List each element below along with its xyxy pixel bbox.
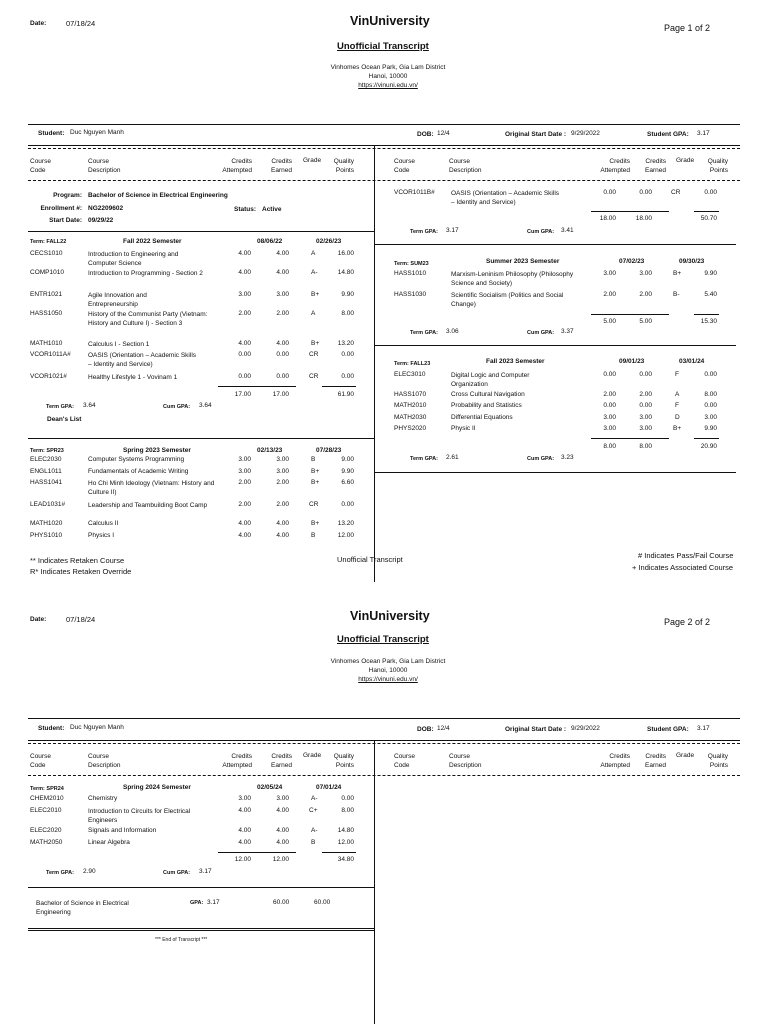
term-title: Spring 2024 Semester <box>123 784 191 791</box>
date-value: 07/18/24 <box>66 19 96 28</box>
original-start-value: 9/29/2022 <box>571 725 600 732</box>
summary-earned: 60.00 <box>314 899 331 906</box>
col-header-earned-right: Credits Earned <box>645 753 666 769</box>
date-label: Date: <box>30 20 47 27</box>
university-name: VinUniversity <box>350 14 430 28</box>
col-header-earned: Credits Earned <box>271 753 292 769</box>
term-end: 07/28/23 <box>316 447 342 454</box>
total-quality: 34.80 <box>337 856 354 863</box>
term-gpa-label: Term GPA: <box>410 229 438 235</box>
total-attempted: 18.00 <box>599 215 616 222</box>
student-gpa-value: 3.17 <box>697 130 710 137</box>
col-header-grade-right: Grade <box>676 752 695 759</box>
date-label: Date: <box>30 616 47 623</box>
col-header-attempted-right: Credits Attempted <box>600 158 630 174</box>
document-title: Unofficial Transcript <box>337 41 429 52</box>
total-quality: 15.30 <box>700 318 717 325</box>
col-header-quality-right: Quality Points <box>707 753 728 769</box>
cum-gpa-label: Cum GPA: <box>527 456 555 462</box>
col-header-earned-right: Credits Earned <box>645 158 666 174</box>
term-gpa-label: Term GPA: <box>410 330 438 336</box>
total-quality: 20.90 <box>700 443 717 450</box>
term-gpa-label: Term GPA: <box>46 404 74 410</box>
student-gpa-label: Student GPA: <box>647 726 689 733</box>
page-number: Page 2 of 2 <box>664 617 711 627</box>
total-earned: 5.00 <box>639 318 652 325</box>
term-code: Term: SPR24 <box>30 786 64 792</box>
cum-gpa-value: 3.64 <box>199 402 212 409</box>
col-header-attempted-right: Credits Attempted <box>600 753 630 769</box>
term-start: 02/13/23 <box>257 447 283 454</box>
total-earned: 12.00 <box>272 856 289 863</box>
term-gpa-value: 3.17 <box>446 227 459 234</box>
dob-value: 12/4 <box>437 725 450 732</box>
col-header-desc: Course Description <box>88 753 121 769</box>
term-code: Term: SUM23 <box>394 261 429 267</box>
total-quality: 61.90 <box>337 391 354 398</box>
col-header-earned: Credits Earned <box>271 158 292 174</box>
col-header-attempted: Credits Attempted <box>222 158 252 174</box>
col-header-code: Course Code <box>30 158 51 174</box>
term-gpa-label: Term GPA: <box>410 456 438 462</box>
cum-gpa-value: 3.41 <box>561 227 574 234</box>
enrollment-label: Enrollment #: <box>40 205 82 212</box>
col-header-grade: Grade <box>303 752 322 759</box>
total-attempted: 8.00 <box>603 443 616 450</box>
student-name: Duc Nguyen Manh <box>70 724 124 731</box>
cum-gpa-label: Cum GPA: <box>527 330 555 336</box>
footnote-associated: + Indicates Associated Course <box>632 563 734 572</box>
original-start-label: Original Start Date : <box>505 131 567 138</box>
cum-gpa-label: Cum GPA: <box>163 870 191 876</box>
term-start: 07/02/23 <box>619 258 645 265</box>
website-link[interactable]: https://vinuni.edu.vn/ <box>358 676 418 683</box>
term-start: 09/01/23 <box>619 358 645 365</box>
dob-label: DOB: <box>417 131 434 138</box>
col-header-grade-right: Grade <box>676 157 695 164</box>
footnote-override: R* Indicates Retaken Override <box>30 567 132 576</box>
footer-title: Unofficial Transcript <box>337 555 403 564</box>
summary-gpa-label: GPA: <box>190 900 204 906</box>
term-gpa-value: 2.90 <box>83 868 96 875</box>
university-name: VinUniversity <box>350 609 430 623</box>
term-gpa-value: 2.61 <box>446 454 459 461</box>
address-block <box>300 63 476 90</box>
student-label: Student: <box>38 130 65 137</box>
term-title: Fall 2023 Semester <box>486 358 545 365</box>
col-header-code-right: Course Code <box>394 753 415 769</box>
deans-list-note: Dean's List <box>47 416 82 423</box>
address-line-1: Vinhomes Ocean Park, Gia Lam District <box>330 658 446 665</box>
date-value: 07/18/24 <box>66 615 96 624</box>
footnote-retaken: ** Indicates Retaken Course <box>30 556 125 565</box>
total-attempted: 5.00 <box>603 318 616 325</box>
term-title: Spring 2023 Semester <box>123 447 191 454</box>
term-end: 02/26/23 <box>316 238 342 245</box>
cum-gpa-value: 3.23 <box>561 454 574 461</box>
student-gpa-value: 3.17 <box>697 725 710 732</box>
col-header-attempted: Credits Attempted <box>222 753 252 769</box>
footnote-pass-fail: # Indicates Pass/Fail Course <box>638 551 734 560</box>
dob-label: DOB: <box>417 726 434 733</box>
term-end: 07/01/24 <box>316 784 342 791</box>
end-of-transcript: *** End of Transcript *** <box>155 937 208 943</box>
address-line-1: Vinhomes Ocean Park, Gia Lam District <box>330 64 446 71</box>
dob-value: 12/4 <box>437 130 450 137</box>
term-gpa-label: Term GPA: <box>46 870 74 876</box>
col-header-quality: Quality Points <box>333 753 354 769</box>
total-earned: 18.00 <box>635 215 652 222</box>
summary-program: Bachelor of Science in Electrical Engineering <box>36 900 129 916</box>
col-header-quality: Quality Points <box>333 158 354 174</box>
summary-gpa-value: 3.17 <box>207 899 220 906</box>
col-header-code: Course Code <box>30 753 51 769</box>
term-end: 03/01/24 <box>679 358 705 365</box>
col-header-desc-right: Course Description <box>449 753 482 769</box>
start-date-label: Start Date: <box>49 217 82 224</box>
col-header-grade: Grade <box>303 157 322 164</box>
total-earned: 17.00 <box>272 391 289 398</box>
col-header-desc: Course Description <box>88 158 121 174</box>
address-block <box>300 657 476 684</box>
address-line-2: Hanoi, 10000 <box>368 667 408 674</box>
col-header-desc-right: Course Description <box>449 158 482 174</box>
term-gpa-value: 3.64 <box>83 402 96 409</box>
page-number: Page 1 of 2 <box>664 23 711 33</box>
program-label: Program: <box>53 192 82 199</box>
student-label: Student: <box>38 725 65 732</box>
total-quality: 50.70 <box>700 215 717 222</box>
program-name: Bachelor of Science in Electrical Engineering <box>88 192 228 199</box>
cum-gpa-value: 3.37 <box>561 328 574 335</box>
original-start-label: Original Start Date : <box>505 726 567 733</box>
cum-gpa-label: Cum GPA: <box>163 404 191 410</box>
website-link[interactable]: https://vinuni.edu.vn/ <box>358 82 418 89</box>
student-name: Duc Nguyen Manh <box>70 129 124 136</box>
term-end: 09/30/23 <box>679 258 705 265</box>
term-title: Fall 2022 Semester <box>123 238 182 245</box>
status-value: Active <box>262 206 282 213</box>
document-title: Unofficial Transcript <box>337 634 429 645</box>
cum-gpa-label: Cum GPA: <box>527 229 555 235</box>
term-code: Term: SPR23 <box>30 448 64 454</box>
term-gpa-value: 3.06 <box>446 328 459 335</box>
term-code: Term: FALL22 <box>30 239 67 245</box>
total-attempted: 17.00 <box>234 391 251 398</box>
term-start: 02/05/24 <box>257 784 283 791</box>
status-label: Status: <box>234 206 257 213</box>
total-earned: 8.00 <box>639 443 652 450</box>
student-gpa-label: Student GPA: <box>647 131 689 138</box>
summary-attempted: 60.00 <box>273 899 290 906</box>
start-date-value: 09/29/22 <box>88 217 114 224</box>
term-code: Term: FALL23 <box>394 361 431 367</box>
col-header-code-right: Course Code <box>394 158 415 174</box>
original-start-value: 9/29/2022 <box>571 130 600 137</box>
enrollment-number: NG2209602 <box>88 205 124 212</box>
address-line-2: Hanoi, 10000 <box>368 73 408 80</box>
cum-gpa-value: 3.17 <box>199 868 212 875</box>
term-title: Summer 2023 Semester <box>486 258 560 265</box>
total-attempted: 12.00 <box>234 856 251 863</box>
col-header-quality-right: Quality Points <box>707 158 728 174</box>
term-start: 08/06/22 <box>257 238 283 245</box>
